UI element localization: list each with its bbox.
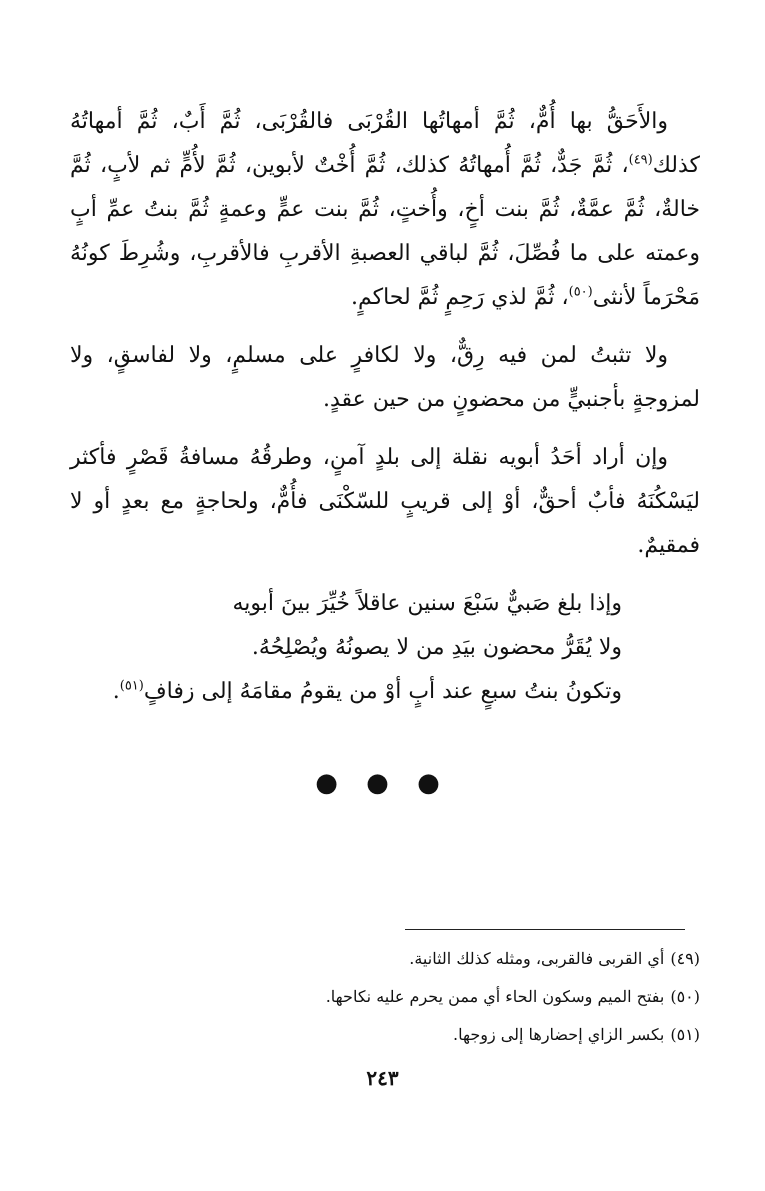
main-text: [70, 100, 700, 714]
paragraph-text: ، ثُمَّ جَدٌّ، ثُمَّ أُمهاتُهُ كذلك، ثُمَّ أُخْتٌ لأبوين، ثُمَّ لأُمٍّ ثم لأبٍ، ثُمَّ خالةٌ، ثُمَّ عمَّةٌ، ثُمَّ بنت أخٍ، وأُختٍ، ثُمَّ بنت عمٍّ وعمةٍ ثُمَّ بنتُ عمِّ أبٍ وعمته على ما فُصِّلَ، ثُمَّ لباقي العصبةِ الأقربِ فالأقربِ، وشُرِطَ كونُهُ مَحْرَماً لأنثى: [70, 153, 700, 310]
footnote-divider: [405, 929, 685, 930]
paragraph-relocation: وإن أراد أحَدُ أبويه نقلة إلى بلدٍ آمنٍ، وطرقُهُ مسافةُ قَصْرٍ فأكثر ليَسْكُنَهُ فأبٌ أحقٌّ، أوْ إلى قريبٍ للسّكْنَى فأُمٌّ، ولحاجةٍ مع بعدٍ أو لا فمقيمٌ.: [70, 445, 700, 558]
footnote-text: بفتح الميم وسكون الحاء أي ممن يحرم عليه نكاحها.: [325, 987, 665, 1006]
section-separator: ● ● ●: [315, 768, 450, 798]
verse-text: وتكونُ بنتُ سبعٍ عند أبٍ أوْ من يقومُ مقامَهُ إلى زفافٍ: [143, 679, 622, 704]
footnote-ref-50: (٥٠): [568, 284, 593, 300]
paragraph-custody-exclusions: ولا تثبتُ لمن فيه رِقٌّ، ولا لكافرٍ على مسلمٍ، ولا لفاسقٍ، ولا لمزوجةٍ بأجنبيٍّ من محضونٍ من حين عقدٍ.: [70, 343, 700, 412]
verse-line-3: [70, 670, 700, 714]
footnote-ref-49: (٤٩): [628, 152, 653, 168]
footnote-ref-51: (٥١): [119, 678, 144, 694]
footnote-number: (٤٩): [670, 949, 700, 968]
page-number: ٢٤٣: [366, 1066, 399, 1090]
footnote-49: [70, 940, 700, 978]
footnote-number: (٥١): [670, 1025, 700, 1044]
footnote-50: [70, 978, 700, 1016]
footnote-text: بكسر الزاي إحضارها إلى زوجها.: [453, 1025, 665, 1044]
verse-end: .: [112, 679, 120, 704]
footnote-text: أي القربى فالقربى، ومثله كذلك الثانية.: [409, 949, 665, 968]
paragraph-text: والأَحَقُّ بها أُمٌّ، ثُمَّ أمهاتُها القُرْبَى فالقُرْبَى، ثُمَّ أَبٌ، ثُمَّ أمهاتُهُ كذلك: [70, 109, 700, 178]
verse-line-1: وإذا بلغ صَبيٌّ سَبْعَ سنين عاقلاً خُيِّرَ بينَ أبويه: [232, 591, 622, 616]
footnotes: [70, 940, 700, 1054]
footnote-number: (٥٠): [670, 987, 700, 1006]
verse-line-2: ولا يُقَرُّ محضون بيَدِ من لا يصونُهُ ويُصْلِحُهُ.: [251, 635, 622, 660]
paragraph-custody-order: [70, 100, 700, 320]
footnote-51: [70, 1016, 700, 1054]
paragraph-text: ، ثُمَّ لذي رَحِمٍ ثُمَّ لحاكمٍ.: [350, 285, 569, 310]
